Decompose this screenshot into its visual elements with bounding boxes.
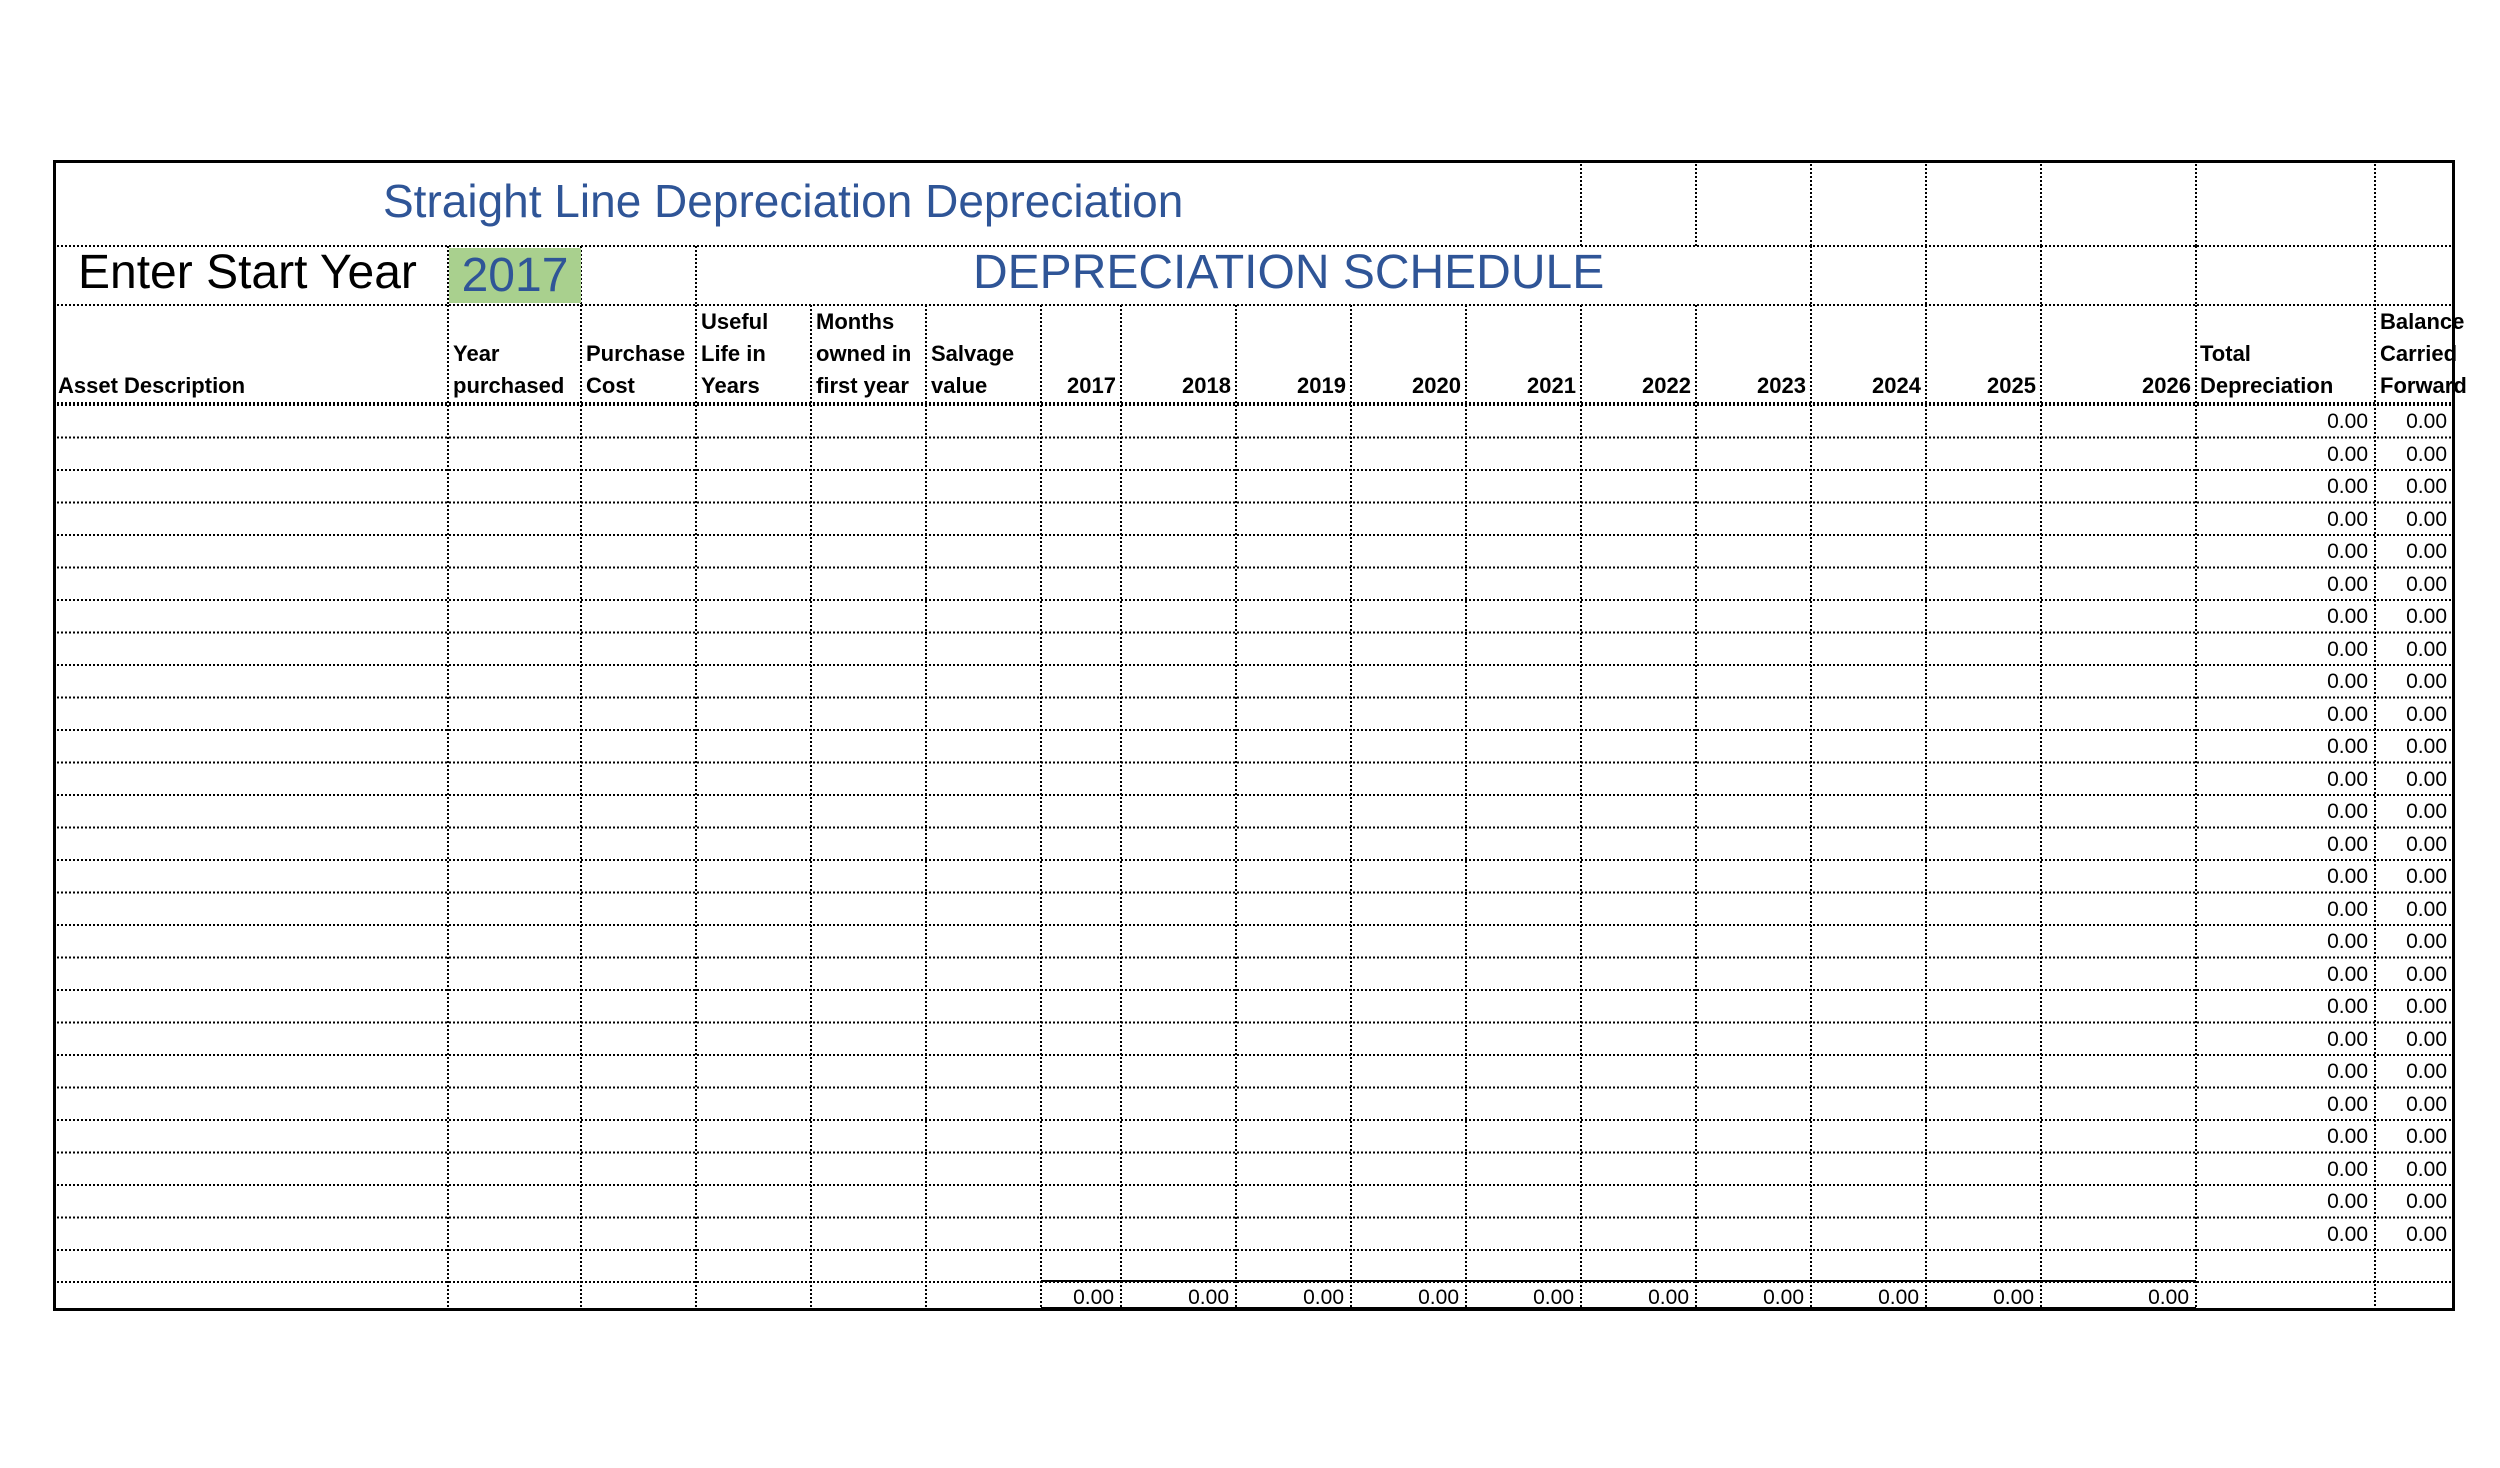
header-year-2017 [1045,306,1116,402]
cell-balance-carried-forward: 0.00 [2406,995,2447,1018]
header-line: 2023 [1757,373,1806,398]
header-line: Depreciation [2200,373,2334,398]
cell-total-depreciation: 0.00 [2327,1190,2368,1213]
cell-total-depreciation: 0.00 [2327,767,2368,791]
cell-balance-carried-forward: 0.00 [2406,800,2447,823]
header-line: 2024 [1872,373,1921,398]
cell-year-total-2021: 0.00 [1533,1286,1574,1309]
header-line: first year [816,373,909,398]
header-useful-life [701,306,808,402]
header-line: Forward [2380,373,2467,398]
cell-year-total-2017: 0.00 [1073,1286,1114,1309]
cell-total-depreciation: 0.00 [2327,702,2368,726]
cell-total-depreciation: 0.00 [2327,410,2368,433]
header-line: 2021 [1527,373,1576,398]
header-line: Purchase [586,341,686,366]
cell-balance-carried-forward: 0.00 [2406,1222,2447,1246]
cell-balance-carried-forward: 0.00 [2406,410,2447,433]
header-line: Balance [2380,309,2465,334]
header-line: Carried [2380,341,2458,366]
header-year-2019 [1240,306,1346,402]
start-year-input[interactable]: 2017 [449,248,581,303]
header-line: Total [2200,341,2251,366]
header-line: value [931,373,988,398]
header-line: owned in [816,341,912,366]
cell-total-depreciation: 0.00 [2327,507,2368,531]
header-line: Salvage [931,341,1015,366]
header-year-2021 [1470,306,1576,402]
cell-total-depreciation: 0.00 [2327,605,2368,628]
header-months-owned [816,306,923,402]
cell-balance-carried-forward: 0.00 [2406,1125,2447,1148]
header-year-2022 [1585,306,1691,402]
header-line: Months [816,309,895,334]
cell-total-depreciation: 0.00 [2327,897,2368,921]
cell-balance-carried-forward: 0.00 [2406,572,2447,596]
cell-total-depreciation: 0.00 [2327,1092,2368,1116]
cell-balance-carried-forward: 0.00 [2406,1092,2447,1116]
cell-balance-carried-forward: 0.00 [2406,637,2447,661]
start-year-label: Enter Start Year [78,246,417,299]
cell-balance-carried-forward: 0.00 [2406,540,2447,563]
header-year-2020 [1355,306,1461,402]
header-line: Cost [586,373,635,398]
header-year-2024 [1815,306,1921,402]
header-year-2018 [1125,306,1231,402]
cell-total-depreciation: 0.00 [2327,475,2368,498]
header-line: 2022 [1642,373,1691,398]
cell-balance-carried-forward: 0.00 [2406,1157,2447,1181]
header-line: 2018 [1182,373,1231,398]
cell-total-depreciation: 0.00 [2327,1060,2368,1083]
header-year-2023 [1700,306,1806,402]
cell-total-depreciation: 0.00 [2327,962,2368,986]
header-asset-description [58,306,445,402]
cell-balance-carried-forward: 0.00 [2406,1060,2447,1083]
cell-total-depreciation: 0.00 [2327,1027,2368,1051]
cell-balance-carried-forward: 0.00 [2406,1027,2447,1051]
header-purchase-cost [586,306,693,402]
cell-total-depreciation: 0.00 [2327,670,2368,693]
cell-year-total-2023: 0.00 [1763,1286,1804,1309]
header-balance-carried-forward [2380,306,2467,402]
cell-balance-carried-forward: 0.00 [2406,767,2447,791]
cell-year-total-2024: 0.00 [1878,1286,1919,1309]
cell-year-total-2022: 0.00 [1648,1286,1689,1309]
cell-year-total-2026: 0.00 [2148,1286,2189,1309]
cell-total-depreciation: 0.00 [2327,800,2368,823]
cell-balance-carried-forward: 0.00 [2406,735,2447,758]
header-line: Life in [701,341,766,366]
cell-balance-carried-forward: 0.00 [2406,605,2447,628]
cell-balance-carried-forward: 0.00 [2406,865,2447,888]
cell-year-total-2019: 0.00 [1303,1286,1344,1309]
cell-total-depreciation: 0.00 [2327,637,2368,661]
cell-total-depreciation: 0.00 [2327,995,2368,1018]
cell-year-total-2020: 0.00 [1418,1286,1459,1309]
cell-balance-carried-forward: 0.00 [2406,475,2447,498]
cell-total-depreciation: 0.00 [2327,832,2368,856]
cell-total-depreciation: 0.00 [2327,865,2368,888]
header-line: 2026 [2142,373,2191,398]
cell-total-depreciation: 0.00 [2327,930,2368,953]
header-line: 2017 [1067,373,1116,398]
cell-year-total-2025: 0.00 [1993,1286,2034,1309]
cell-total-depreciation: 0.00 [2327,1125,2368,1148]
cell-total-depreciation: 0.00 [2327,1222,2368,1246]
header-line: Useful [701,309,769,334]
cell-balance-carried-forward: 0.00 [2406,702,2447,726]
sheet-title: Straight Line Depreciation Depreciation [383,175,1184,227]
cell-balance-carried-forward: 0.00 [2406,930,2447,953]
header-line: Asset Description [58,373,246,398]
header-line: Year [453,341,500,366]
header-line: Years [701,373,760,398]
cell-total-depreciation: 0.00 [2327,735,2368,758]
header-salvage-value [931,306,1038,402]
depreciation-sheet [53,160,2467,1311]
header-year-purchased [453,306,578,402]
schedule-title: DEPRECIATION SCHEDULE [973,246,1605,299]
header-line: purchased [453,373,565,398]
cell-balance-carried-forward: 0.00 [2406,442,2447,466]
cell-balance-carried-forward: 0.00 [2406,507,2447,531]
header-year-2025 [1930,306,2036,402]
cell-total-depreciation: 0.00 [2327,442,2368,466]
header-line: 2019 [1297,373,1346,398]
cell-balance-carried-forward: 0.00 [2406,962,2447,986]
cell-total-depreciation: 0.00 [2327,1157,2368,1181]
cell-balance-carried-forward: 0.00 [2406,1190,2447,1213]
cell-balance-carried-forward: 0.00 [2406,897,2447,921]
cell-total-depreciation: 0.00 [2327,572,2368,596]
cell-total-depreciation: 0.00 [2327,540,2368,563]
header-line: 2025 [1987,373,2036,398]
cell-balance-carried-forward: 0.00 [2406,832,2447,856]
cell-year-total-2018: 0.00 [1188,1286,1229,1309]
header-year-2026 [2045,306,2191,402]
header-line: 2020 [1412,373,1461,398]
cell-balance-carried-forward: 0.00 [2406,670,2447,693]
